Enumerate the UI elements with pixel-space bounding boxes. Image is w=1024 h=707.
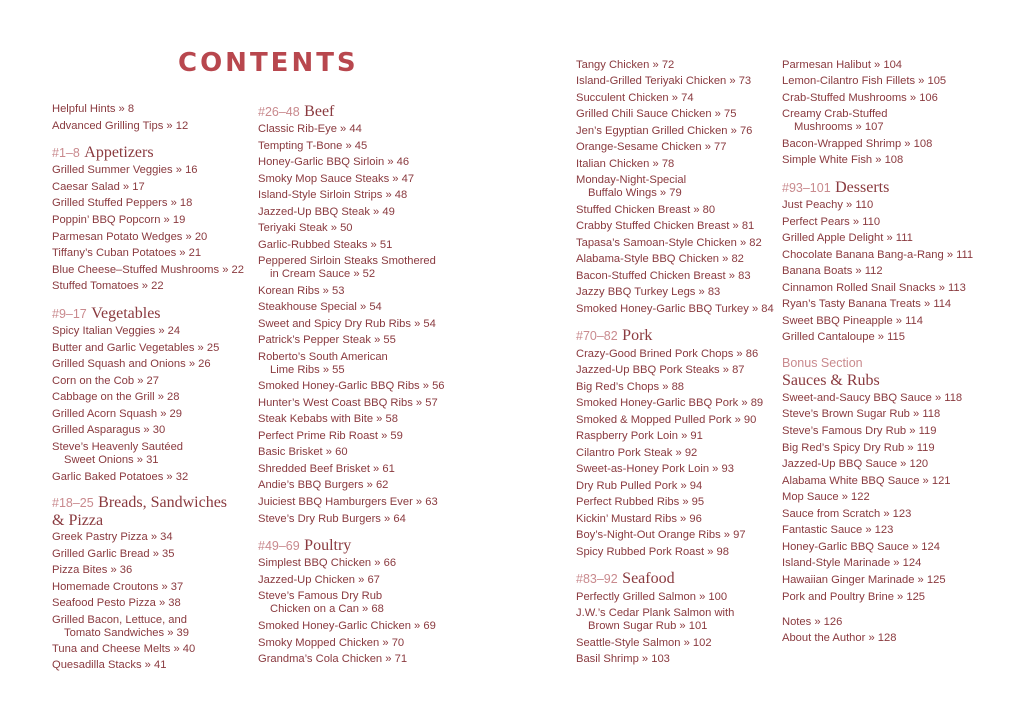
toc-entry[interactable]: Corn on the Cob » 27 bbox=[52, 375, 159, 387]
toc-entry[interactable]: About the Author » 128 bbox=[782, 632, 897, 644]
toc-entry[interactable]: Grilled Stuffed Peppers » 18 bbox=[52, 197, 193, 209]
toc-entry[interactable]: Honey-Garlic BBQ Sirloin » 46 bbox=[258, 156, 410, 168]
toc-entry[interactable]: Grilled Chili Sauce Chicken » 75 bbox=[576, 108, 737, 120]
toc-entry[interactable]: Steakhouse Special » 54 bbox=[258, 301, 382, 313]
toc-entry[interactable]: Boy’s-Night-Out Orange Ribs » 97 bbox=[576, 529, 746, 541]
toc-entry[interactable]: Perfect Rubbed Ribs » 95 bbox=[576, 496, 705, 508]
toc-entry-line: Brown Sugar Rub » 101 bbox=[588, 620, 708, 632]
toc-entry[interactable]: Sweet-as-Honey Pork Loin » 93 bbox=[576, 463, 734, 475]
toc-entry[interactable]: Caesar Salad » 17 bbox=[52, 181, 145, 193]
section-name: Breads, Sandwiches bbox=[98, 494, 228, 511]
toc-entry[interactable]: Tiffany’s Cuban Potatoes » 21 bbox=[52, 247, 202, 259]
page-title: CONTENTS bbox=[178, 48, 359, 78]
toc-entry[interactable]: Raspberry Pork Loin » 91 bbox=[576, 430, 703, 442]
toc-entry[interactable]: Bacon-Wrapped Shrimp » 108 bbox=[782, 138, 933, 150]
toc-entry-line: Sweet Onions » 31 bbox=[64, 454, 159, 466]
toc-entry[interactable]: Greek Pastry Pizza » 34 bbox=[52, 531, 173, 543]
toc-entry[interactable]: Andie’s BBQ Burgers » 62 bbox=[258, 479, 389, 491]
toc-entry[interactable]: Orange-Sesame Chicken » 77 bbox=[576, 141, 727, 153]
toc-entry-line: Peppered Sirloin Steaks Smothered bbox=[258, 255, 436, 267]
toc-entry[interactable]: Succulent Chicken » 74 bbox=[576, 92, 694, 104]
toc-entry[interactable]: Island-Style Sirloin Strips » 48 bbox=[258, 189, 408, 201]
section-number: #93–101 bbox=[782, 181, 831, 195]
toc-entry-line: Monday-Night-Special bbox=[576, 174, 687, 186]
toc-entry-line: Buffalo Wings » 79 bbox=[588, 187, 682, 199]
toc-entry[interactable]: Tuna and Cheese Melts » 40 bbox=[52, 643, 196, 655]
toc-entry[interactable]: Stuffed Chicken Breast » 80 bbox=[576, 204, 716, 216]
toc-entry[interactable]: Seattle-Style Salmon » 102 bbox=[576, 637, 712, 649]
toc-entry[interactable]: Classic Rib-Eye » 44 bbox=[258, 123, 362, 135]
toc-entry[interactable]: Simple White Fish » 108 bbox=[782, 154, 904, 166]
toc-entry-line: Chicken on a Can » 68 bbox=[270, 603, 384, 615]
section-number: #26–48 bbox=[258, 105, 300, 119]
toc-entry[interactable]: Grilled Asparagus » 30 bbox=[52, 424, 166, 436]
section-name: Appetizers bbox=[84, 144, 154, 161]
toc-entry[interactable]: Sweet BBQ Pineapple » 114 bbox=[782, 315, 923, 327]
section-name-line: & Pizza bbox=[52, 512, 104, 529]
toc-entry[interactable]: Smoked Honey-Garlic BBQ Ribs » 56 bbox=[258, 380, 445, 392]
toc-entry[interactable]: Sweet-and-Saucy BBQ Sauce » 118 bbox=[782, 392, 963, 404]
toc-entry[interactable]: Dry Rub Pulled Pork » 94 bbox=[576, 480, 703, 492]
toc-entry-line: J.W.’s Cedar Plank Salmon with bbox=[576, 607, 735, 619]
toc-entry[interactable]: Quesadilla Stacks » 41 bbox=[52, 659, 167, 671]
toc-entry[interactable] bbox=[576, 607, 734, 633]
section-name: Poultry bbox=[304, 537, 352, 554]
toc-entry[interactable]: Grilled Acorn Squash » 29 bbox=[52, 408, 182, 420]
toc-entry[interactable]: Seafood Pesto Pizza » 38 bbox=[52, 597, 181, 609]
toc-entry[interactable]: Alabama-Style BBQ Chicken » 82 bbox=[576, 253, 744, 265]
toc-entry[interactable]: Spicy Italian Veggies » 24 bbox=[52, 325, 181, 337]
toc-entry[interactable]: Steve’s Brown Sugar Rub » 118 bbox=[782, 408, 941, 420]
section-heading-seafood[interactable] bbox=[576, 570, 675, 588]
toc-entry[interactable]: Big Red’s Chops » 88 bbox=[576, 381, 685, 393]
section-number: #1–8 bbox=[52, 146, 80, 160]
toc-entry[interactable]: Grilled Apple Delight » 111 bbox=[782, 232, 913, 244]
toc-entry[interactable]: Garlic-Rubbed Steaks » 51 bbox=[258, 239, 393, 251]
section-name: Beef bbox=[304, 103, 335, 120]
toc-entry[interactable]: Perfect Prime Rib Roast » 59 bbox=[258, 430, 403, 442]
toc-entry[interactable]: Simplest BBQ Chicken » 66 bbox=[258, 557, 397, 569]
section-number: #49–69 bbox=[258, 539, 300, 553]
toc-entry-line: Mushrooms » 107 bbox=[794, 121, 884, 133]
toc-entry[interactable]: Sauce from Scratch » 123 bbox=[782, 508, 912, 520]
toc-entry-line: Tomato Sandwiches » 39 bbox=[64, 627, 190, 639]
toc-entry[interactable]: Crazy-Good Brined Pork Chops » 86 bbox=[576, 348, 759, 360]
toc-entry[interactable]: Basil Shrimp » 103 bbox=[576, 653, 670, 665]
toc-entry[interactable]: Tangy Chicken » 72 bbox=[576, 59, 675, 71]
toc-entry[interactable]: Island-Grilled Teriyaki Chicken » 73 bbox=[576, 75, 752, 87]
toc-entry[interactable]: Perfectly Grilled Salmon » 100 bbox=[576, 591, 728, 603]
section-name: Sauces & Rubs bbox=[782, 372, 880, 389]
toc-entry[interactable]: Smoky Mop Sauce Steaks » 47 bbox=[258, 173, 415, 185]
toc-entry[interactable]: Parmesan Halibut » 104 bbox=[782, 59, 903, 71]
toc-entry[interactable]: Chocolate Banana Bang-a-Rang » 111 bbox=[782, 249, 974, 261]
toc-entry[interactable]: Pizza Bites » 36 bbox=[52, 564, 133, 576]
toc-entry[interactable]: Grilled Summer Veggies » 16 bbox=[52, 164, 198, 176]
toc-entry[interactable]: Jazzy BBQ Turkey Legs » 83 bbox=[576, 286, 721, 298]
toc-entry[interactable] bbox=[782, 108, 888, 134]
toc-entry[interactable] bbox=[258, 351, 388, 377]
toc-entry[interactable]: Steve’s Famous Dry Rub » 119 bbox=[782, 425, 937, 437]
toc-entry[interactable]: Smoked Honey-Garlic Chicken » 69 bbox=[258, 620, 436, 632]
toc-entry[interactable]: Crabby Stuffed Chicken Breast » 81 bbox=[576, 220, 755, 232]
toc-entry[interactable]: Tapasa’s Samoan-Style Chicken » 82 bbox=[576, 237, 762, 249]
toc-entry[interactable]: Mop Sauce » 122 bbox=[782, 491, 870, 503]
section-heading-breads[interactable] bbox=[52, 494, 227, 529]
toc-entry[interactable]: Patrick’s Pepper Steak » 55 bbox=[258, 334, 396, 346]
toc-entry[interactable]: Spicy Rubbed Pork Roast » 98 bbox=[576, 546, 729, 558]
toc-entry[interactable]: Bacon-Stuffed Chicken Breast » 83 bbox=[576, 270, 751, 282]
toc-entry[interactable] bbox=[576, 174, 686, 200]
toc-entry[interactable]: Juiciest BBQ Hamburgers Ever » 63 bbox=[258, 496, 438, 508]
section-heading-beef[interactable] bbox=[258, 103, 334, 121]
toc-entry[interactable]: Sweet and Spicy Dry Rub Ribs » 54 bbox=[258, 318, 436, 330]
toc-entry[interactable]: Smoky Mopped Chicken » 70 bbox=[258, 637, 405, 649]
section-heading-appetizers[interactable] bbox=[52, 144, 154, 162]
toc-entry[interactable]: Just Peachy » 110 bbox=[782, 199, 874, 211]
section-name: Seafood bbox=[622, 570, 675, 587]
toc-entry[interactable]: Ryan’s Tasty Banana Treats » 114 bbox=[782, 298, 952, 310]
toc-entry[interactable]: Perfect Pears » 110 bbox=[782, 216, 881, 228]
toc-entry[interactable]: Crab-Stuffed Mushrooms » 106 bbox=[782, 92, 938, 104]
toc-entry-line: Steve’s Heavenly Sautéed bbox=[52, 441, 184, 453]
section-name: Pork bbox=[622, 327, 653, 344]
toc-entry[interactable]: Honey-Garlic BBQ Sauce » 124 bbox=[782, 541, 940, 553]
toc-entry-line: Lime Ribs » 55 bbox=[270, 364, 345, 376]
toc-entry[interactable]: Notes » 126 bbox=[782, 616, 843, 628]
toc-entry-line: in Cream Sauce » 52 bbox=[270, 268, 376, 280]
toc-entry[interactable]: Blue Cheese–Stuffed Mushrooms » 22 bbox=[52, 264, 244, 276]
toc-entry[interactable]: Italian Chicken » 78 bbox=[576, 158, 675, 170]
toc-entry[interactable]: Jazzed-Up BBQ Pork Steaks » 87 bbox=[576, 364, 745, 376]
toc-entry[interactable]: Cinnamon Rolled Snail Snacks » 113 bbox=[782, 282, 966, 294]
toc-entry-line: Steve’s Famous Dry Rub bbox=[258, 590, 383, 602]
toc-entry[interactable]: Jazzed-Up Chicken » 67 bbox=[258, 574, 380, 586]
toc-entry[interactable] bbox=[52, 614, 189, 640]
toc-entry[interactable] bbox=[52, 441, 183, 467]
section-number: #70–82 bbox=[576, 329, 618, 343]
section-heading-desserts[interactable] bbox=[782, 179, 889, 197]
toc-entry[interactable]: Helpful Hints » 8 bbox=[52, 103, 135, 115]
section-name: Vegetables bbox=[91, 305, 161, 322]
toc-entry[interactable]: Banana Boats » 112 bbox=[782, 265, 883, 277]
toc-entry[interactable]: Jen’s Egyptian Grilled Chicken » 76 bbox=[576, 125, 753, 137]
section-name: Desserts bbox=[835, 179, 890, 196]
toc-entry[interactable]: Grandma’s Cola Chicken » 71 bbox=[258, 653, 408, 665]
toc-entry-line: Creamy Crab-Stuffed bbox=[782, 108, 888, 120]
toc-entry[interactable]: Smoked Honey-Garlic BBQ Pork » 89 bbox=[576, 397, 764, 409]
toc-entry[interactable]: Grilled Garlic Bread » 35 bbox=[52, 548, 175, 560]
toc-entry[interactable]: Hunter’s West Coast BBQ Ribs » 57 bbox=[258, 397, 438, 409]
bonus-section-label: Bonus Section bbox=[782, 356, 863, 370]
toc-entry[interactable]: Tempting T-Bone » 45 bbox=[258, 140, 368, 152]
toc-entry[interactable]: Garlic Baked Potatoes » 32 bbox=[52, 471, 189, 483]
toc-entry[interactable]: Alabama White BBQ Sauce » 121 bbox=[782, 475, 951, 487]
toc-entry[interactable]: Basic Brisket » 60 bbox=[258, 446, 348, 458]
toc-entry[interactable]: Teriyaki Steak » 50 bbox=[258, 222, 353, 234]
toc-entry[interactable]: Jazzed-Up BBQ Steak » 49 bbox=[258, 206, 395, 218]
toc-entry[interactable]: Butter and Garlic Vegetables » 25 bbox=[52, 342, 220, 354]
toc-entry[interactable]: Cilantro Pork Steak » 92 bbox=[576, 447, 698, 459]
toc-entry[interactable]: Korean Ribs » 53 bbox=[258, 285, 345, 297]
toc-entry[interactable]: Steak Kebabs with Bite » 58 bbox=[258, 413, 398, 425]
toc-entry[interactable]: Homemade Croutons » 37 bbox=[52, 581, 184, 593]
toc-entry[interactable]: Smoked Honey-Garlic BBQ Turkey » 84 bbox=[576, 303, 774, 315]
toc-entry[interactable]: Shredded Beef Brisket » 61 bbox=[258, 463, 395, 475]
toc-entry[interactable]: Grilled Cantaloupe » 115 bbox=[782, 331, 905, 343]
toc-entry[interactable]: Steve’s Dry Rub Burgers » 64 bbox=[258, 513, 406, 525]
section-heading-pork[interactable] bbox=[576, 327, 652, 345]
toc-entry[interactable]: Advanced Grilling Tips » 12 bbox=[52, 120, 189, 132]
toc-entry[interactable]: Stuffed Tomatoes » 22 bbox=[52, 280, 164, 292]
toc-entry[interactable]: Hawaiian Ginger Marinade » 125 bbox=[782, 574, 946, 586]
toc-entry[interactable]: Jazzed-Up BBQ Sauce » 120 bbox=[782, 458, 929, 470]
toc-entry[interactable]: Big Red’s Spicy Dry Rub » 119 bbox=[782, 442, 935, 454]
toc-entry[interactable]: Lemon-Cilantro Fish Fillets » 105 bbox=[782, 75, 947, 87]
toc-entry[interactable]: Poppin’ BBQ Popcorn » 19 bbox=[52, 214, 186, 226]
section-number: #9–17 bbox=[52, 307, 87, 321]
section-number: #83–92 bbox=[576, 572, 618, 586]
toc-entry[interactable] bbox=[258, 590, 384, 616]
toc-entry[interactable]: Cabbage on the Grill » 28 bbox=[52, 391, 180, 403]
toc-entry[interactable]: Island-Style Marinade » 124 bbox=[782, 557, 922, 569]
toc-entry[interactable]: Smoked & Mopped Pulled Pork » 90 bbox=[576, 414, 757, 426]
toc-entry[interactable]: Fantastic Sauce » 123 bbox=[782, 524, 894, 536]
toc-entry-line: Grilled Bacon, Lettuce, and bbox=[52, 614, 187, 626]
section-heading-sauces[interactable] bbox=[782, 372, 880, 389]
toc-entry-line: Roberto’s South American bbox=[258, 351, 388, 363]
section-heading-poultry[interactable] bbox=[258, 537, 351, 555]
section-number: #18–25 bbox=[52, 496, 94, 510]
toc-entry[interactable]: Pork and Poultry Brine » 125 bbox=[782, 591, 926, 603]
toc-entry[interactable]: Kickin’ Mustard Ribs » 96 bbox=[576, 513, 702, 525]
toc-entry[interactable] bbox=[258, 255, 436, 281]
toc-entry[interactable]: Parmesan Potato Wedges » 20 bbox=[52, 231, 208, 243]
toc-entry[interactable]: Grilled Squash and Onions » 26 bbox=[52, 358, 211, 370]
section-heading-vegetables[interactable] bbox=[52, 305, 161, 323]
